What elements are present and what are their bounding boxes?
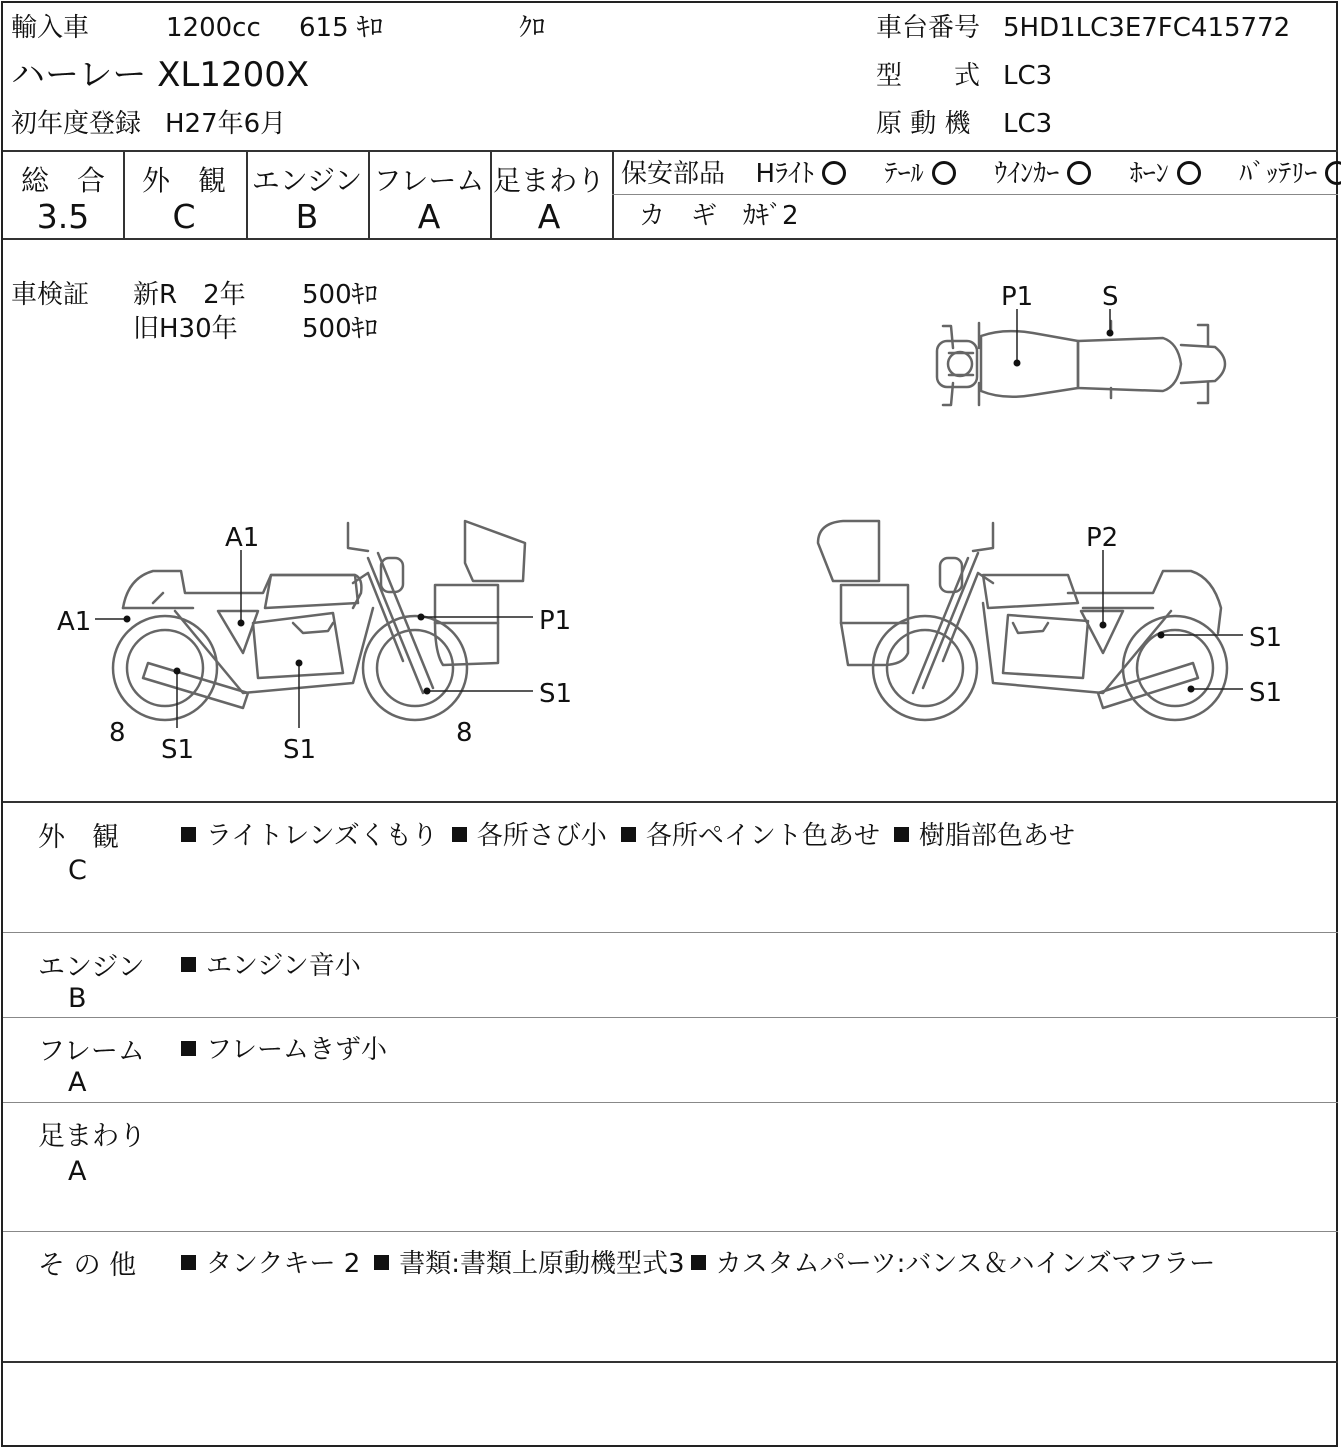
grade-overall-label: 総 合: [20, 164, 105, 197]
displacement: 1200cc: [166, 13, 261, 43]
bullet-square-icon: [374, 1255, 389, 1270]
safety-item-battery: ﾊﾞｯﾃﾘｰ: [1239, 159, 1341, 189]
safety-parts-label: 保安部品: [621, 159, 726, 189]
left-s1-front-label: S1: [539, 679, 573, 709]
category: 輸入車: [11, 13, 90, 43]
right-s1-upper-label: S1: [1249, 623, 1283, 653]
grade-exterior-label: 外 観: [141, 164, 226, 197]
inspection-old-value: 500ｷﾛ: [302, 314, 378, 344]
bullet-square-icon: [691, 1255, 706, 1270]
inspection-label: 車検証: [11, 280, 90, 310]
bullet-square-icon: [181, 1255, 196, 1270]
section-exterior-items: ライトレンズくもり 各所さび小 各所ペイント色あせ 樹脂部色あせ: [181, 815, 1089, 852]
divider: [3, 1017, 1338, 1018]
section-frame-grade: A: [68, 1067, 87, 1098]
frame-no-value: 5HD1LC3E7FC415772: [1003, 13, 1291, 43]
first-registration-label: 初年度登録: [11, 109, 142, 139]
left-s1-engine-label: S1: [283, 735, 317, 765]
grade-engine-label: エンジン: [251, 164, 363, 197]
section-frame-items: フレームきず小: [181, 1029, 401, 1066]
right-p2-label: P2: [1086, 523, 1119, 553]
bullet-square-icon: [181, 827, 196, 842]
left-s1-muffler-label: S1: [161, 735, 195, 765]
bullet-square-icon: [621, 827, 636, 842]
section-exterior-label: 外 観: [38, 822, 119, 853]
right-s1-lower-label: S1: [1249, 678, 1283, 708]
color: ｸﾛ: [519, 13, 546, 43]
section-engine-items: エンジン音小: [181, 945, 375, 982]
left-rear-wheel-8-label: 8: [109, 718, 126, 748]
section-other-items: タンクキー 2 書類:書類上原動機型式3 カスタムパーツ:バンス＆ハインズマフラー: [181, 1243, 1229, 1280]
grade-exterior-value: C: [172, 197, 196, 236]
divider: [3, 1231, 1338, 1232]
engine-label: 原 動 機: [876, 109, 971, 139]
left-front-wheel-8-label: 8: [456, 718, 473, 748]
divider: [3, 1361, 1338, 1363]
mileage: 615 ｷﾛ: [299, 13, 383, 43]
divider: [3, 932, 1338, 933]
divider: [3, 801, 1338, 803]
section-engine-grade: B: [68, 983, 87, 1014]
grade-suspension-value: A: [537, 197, 561, 236]
engine-value: LC3: [1003, 109, 1053, 139]
top-s-label: S: [1102, 282, 1119, 312]
bullet-square-icon: [452, 827, 467, 842]
safety-item-horn: ﾎｰﾝ: [1130, 159, 1201, 189]
section-frame-label: フレーム: [38, 1036, 145, 1067]
bullet-square-icon: [894, 827, 909, 842]
inspection-sheet: [1, 1, 1338, 1447]
model-name: ハーレー XL1200X: [11, 55, 310, 95]
grade-overall-value: 3.5: [36, 197, 90, 236]
divider: [3, 1102, 1338, 1103]
top-p1-label: P1: [1001, 282, 1034, 312]
inspection-old-label: 旧H30年: [133, 314, 238, 344]
bullet-square-icon: [181, 1041, 196, 1056]
key-label: カ ギ: [639, 201, 718, 231]
type-label: 型 式: [876, 61, 981, 91]
grade-suspension-label: 足まわり: [492, 164, 605, 197]
safety-item-tail: ﾃｰﾙ: [885, 159, 956, 189]
section-exterior-grade: C: [68, 855, 87, 886]
inspection-new-value: 500ｷﾛ: [302, 280, 378, 310]
left-a1-side-label: A1: [57, 607, 92, 637]
section-other-label: そ の 他: [38, 1250, 137, 1281]
left-a1-top-label: A1: [225, 523, 260, 553]
section-suspension-label: 足まわり: [38, 1121, 146, 1152]
left-p1-label: P1: [539, 606, 572, 636]
first-registration-value: H27年6月: [165, 109, 287, 139]
key-value: ｶｷﾞ2: [743, 201, 799, 231]
safety-item-headlight: Hﾗｲﾄ: [756, 159, 847, 189]
grade-engine-value: B: [295, 197, 319, 236]
inspection-new-label: 新R 2年: [133, 280, 246, 310]
grade-frame-label: フレーム: [373, 164, 485, 197]
safety-item-winker: ｳｲﾝｶｰ: [994, 159, 1091, 189]
type-value: LC3: [1003, 61, 1053, 91]
section-suspension-grade: A: [68, 1156, 87, 1187]
section-engine-label: エンジン: [38, 952, 145, 983]
frame-no-label: 車台番号: [876, 13, 981, 43]
bullet-square-icon: [181, 957, 196, 972]
grade-frame-value: A: [417, 197, 441, 236]
motorcycle-right-side-view: [3, 3, 1340, 803]
